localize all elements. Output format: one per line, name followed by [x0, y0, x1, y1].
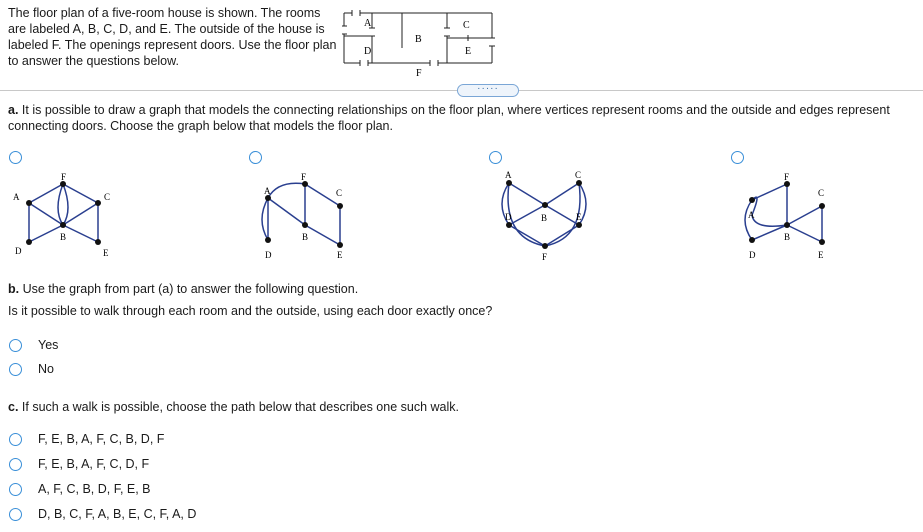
- svg-text:E: E: [337, 250, 343, 260]
- floor-label-a: A: [364, 18, 372, 29]
- path-option-3-radio[interactable]: [9, 483, 22, 496]
- graph-option-4-radio[interactable]: [731, 151, 744, 164]
- graph-option-1[interactable]: [8, 170, 118, 260]
- svg-text:E: E: [576, 212, 582, 222]
- svg-text:C: C: [575, 170, 582, 180]
- svg-text:C: C: [336, 188, 343, 198]
- path-option-1-label[interactable]: F, E, B, A, F, C, B, D, F: [38, 432, 165, 446]
- graph-option-3-radio[interactable]: [489, 151, 502, 164]
- svg-text:F: F: [301, 172, 307, 182]
- no-label[interactable]: No: [38, 362, 54, 376]
- yes-label[interactable]: Yes: [38, 338, 59, 352]
- svg-text:C: C: [818, 188, 825, 198]
- path-option-1-radio[interactable]: [9, 433, 22, 446]
- floor-plan: [342, 8, 502, 80]
- divider-left: [0, 90, 457, 91]
- svg-text:B: B: [541, 213, 548, 223]
- svg-text:B: B: [60, 232, 67, 242]
- svg-text:B: B: [302, 232, 309, 242]
- part-b-intro: b. Use the graph from part (a) to answer the following question.: [8, 282, 359, 296]
- path-option-2-label[interactable]: F, E, B, A, F, C, D, F: [38, 457, 150, 471]
- graph-option-2-radio[interactable]: [249, 151, 262, 164]
- svg-text:A: A: [748, 210, 755, 220]
- part-b-question: Is it possible to walk through each room and the outside, using each door exactly once?: [8, 304, 493, 318]
- floor-label-c: C: [463, 20, 470, 31]
- path-option-2-radio[interactable]: [9, 458, 22, 471]
- svg-text:A: A: [505, 170, 512, 180]
- svg-text:D: D: [265, 250, 272, 260]
- svg-text:D: D: [749, 250, 756, 260]
- floor-label-d: D: [364, 46, 372, 57]
- svg-text:D: D: [15, 246, 22, 256]
- svg-text:E: E: [103, 248, 109, 258]
- part-a-question: a. It is possible to draw a graph that models the connecting relationships on the floor plan, where vertices represent rooms and the outside and edges represent connecting doors. Choose the graph below that models the floor plan.: [8, 103, 890, 133]
- svg-text:D: D: [505, 212, 512, 222]
- expand-button[interactable]: ·····: [457, 84, 519, 97]
- floor-label-b: B: [415, 34, 422, 45]
- yes-radio[interactable]: [9, 339, 22, 352]
- no-radio[interactable]: [9, 363, 22, 376]
- svg-text:F: F: [784, 172, 790, 182]
- graph-option-2[interactable]: [248, 170, 358, 260]
- svg-text:E: E: [818, 250, 824, 260]
- svg-text:B: B: [784, 232, 791, 242]
- svg-text:F: F: [61, 172, 67, 182]
- graph-option-4[interactable]: [732, 170, 842, 260]
- intro-text: The floor plan of a five-room house is shown. The rooms are labeled A, B, C, D, and E. The outside of the house is labeled F. The openings represent doors. Use the floor plan to answer the questions below.: [8, 6, 337, 68]
- svg-text:C: C: [104, 192, 111, 202]
- svg-text:A: A: [264, 186, 271, 196]
- floor-label-f: F: [416, 68, 422, 79]
- path-option-4-radio[interactable]: [9, 508, 22, 521]
- graph-option-1-radio[interactable]: [9, 151, 22, 164]
- path-option-4-label[interactable]: D, B, C, F, A, B, E, C, F, A, D: [38, 507, 197, 521]
- divider-right: [519, 90, 923, 91]
- graph-option-3[interactable]: [490, 168, 605, 263]
- floor-label-e: E: [465, 46, 472, 57]
- part-c-question: c. If such a walk is possible, choose the path below that describes one such walk.: [8, 400, 459, 414]
- path-option-3-label[interactable]: A, F, C, B, D, F, E, B: [38, 482, 151, 496]
- svg-text:F: F: [542, 252, 548, 262]
- svg-text:A: A: [13, 192, 20, 202]
